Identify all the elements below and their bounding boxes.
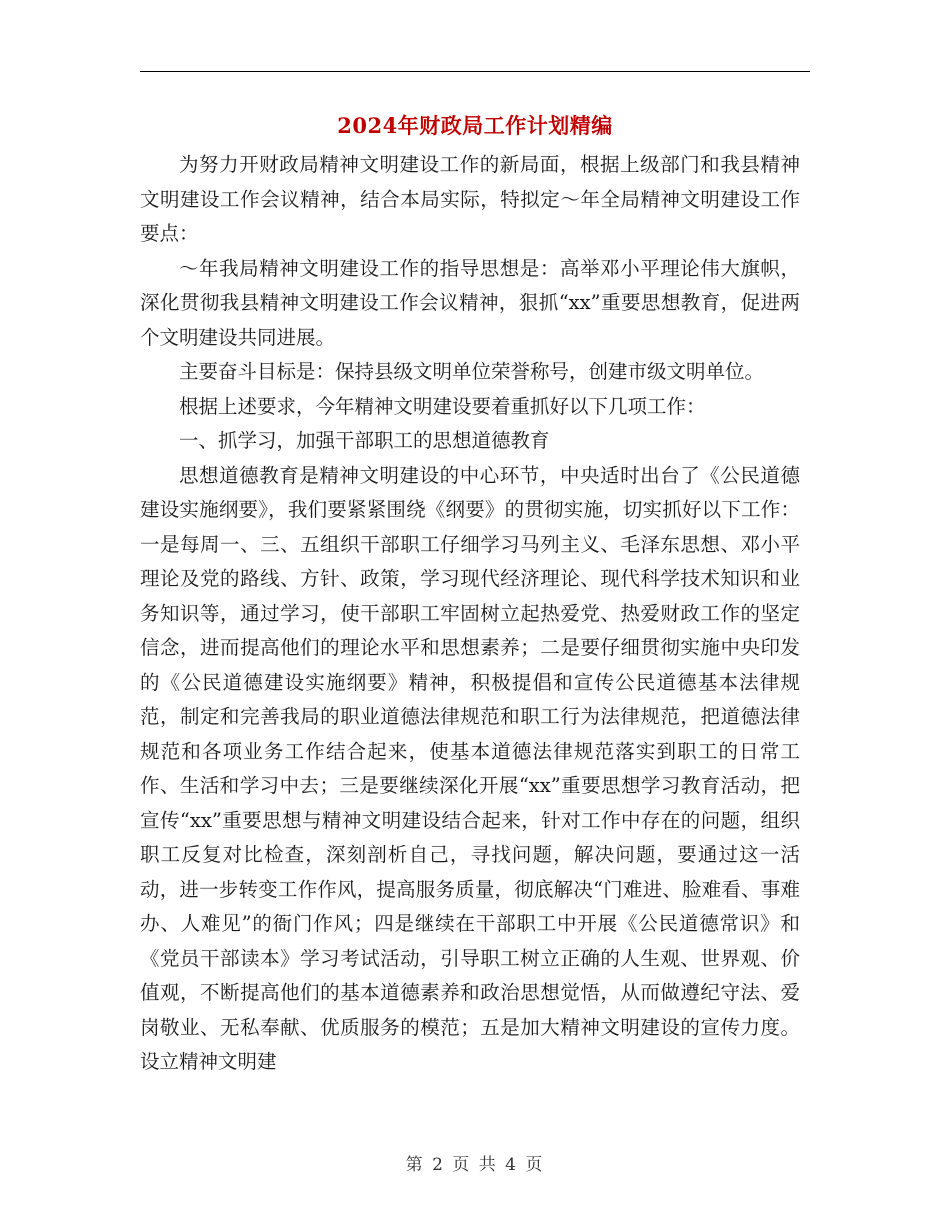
- paragraph-requirements: 根据上述要求，今年精神文明建设要着重抓好以下几项工作：: [179, 394, 706, 418]
- document-title: 2024年财政局工作计划精编: [337, 113, 613, 138]
- header-rule: [140, 71, 810, 72]
- section-heading-1: 一、抓学习，加强干部职工的思想道德教育: [179, 429, 550, 452]
- page-number: 第 2 页 共 4 页: [405, 1155, 545, 1175]
- document-body: [140, 148, 800, 1080]
- paragraph-moral-education: 思想道德教育是精神文明建设的中心环节，中央适时出台了《公民道德建设实施纲要》，我们要紧紧围绕《纲要》的贯彻实施，切实抓好以下工作：一是每周一、三、五组织干部职工仔细学习马列主义、毛泽东思想、邓小平理论及党的路线、方针、政策，学习现代经济理论、现代科学技术知识和业务知识等，通过学习，使干部职工牢固树立起热爱党、热爱财政工作的坚定信念，进而提高他们的理论水平和思想素养；二是要仔细贯彻实施中央印发的《公民道德建设实施纲要》精神，积极提倡和宣传公民道德基本法律规范，制定和完善我局的职业道德法律规范和职工行为法律规范，把道德法律规范和各项业务工作结合起来，使基本道德法律规范落实到职工的日常工作、生活和学习中去；三是要继续深化开展“xx”重要思想学习教育活动，把宣传“xx”重要思想与精神文明建设结合起来，针对工作中存在的问题，组织职工反复对比检查，深刻剖析自己，寻找问题，解决问题，要通过这一活动，进一步转变工作作风，提高服务质量，彻底解决“门难进、脸难看、事难办、人难见”的衙门作风；四是继续在干部职工中开展《公民道德常识》和《党员干部读本》学习考试活动，引导职工树立正确的人生观、世界观、价值观，不断提高他们的基本道德素养和政治思想觉悟，从而做遵纪守法、爱岗敬业、无私奉献、优质服务的模范；五是加大精神文明建设的宣传力度。设立精神文明建: [140, 463, 800, 1073]
- paragraph-intro: 为努力开财政局精神文明建设工作的新局面，根据上级部门和我县精神文明建设工作会议精神，结合本局实际，特拟定～年全局精神文明建设工作要点：: [140, 153, 800, 245]
- paragraph-goal: 主要奋斗目标是：保持县级文明单位荣誉称号，创建市级文明单位。: [179, 360, 765, 383]
- paragraph-guiding-thought: ～年我局精神文明建设工作的指导思想是：高举邓小平理论伟大旗帜，深化贯彻我县精神文明建设工作会议精神，狠抓“xx”重要思想教育，促进两个文明建设共同进展。: [140, 256, 800, 349]
